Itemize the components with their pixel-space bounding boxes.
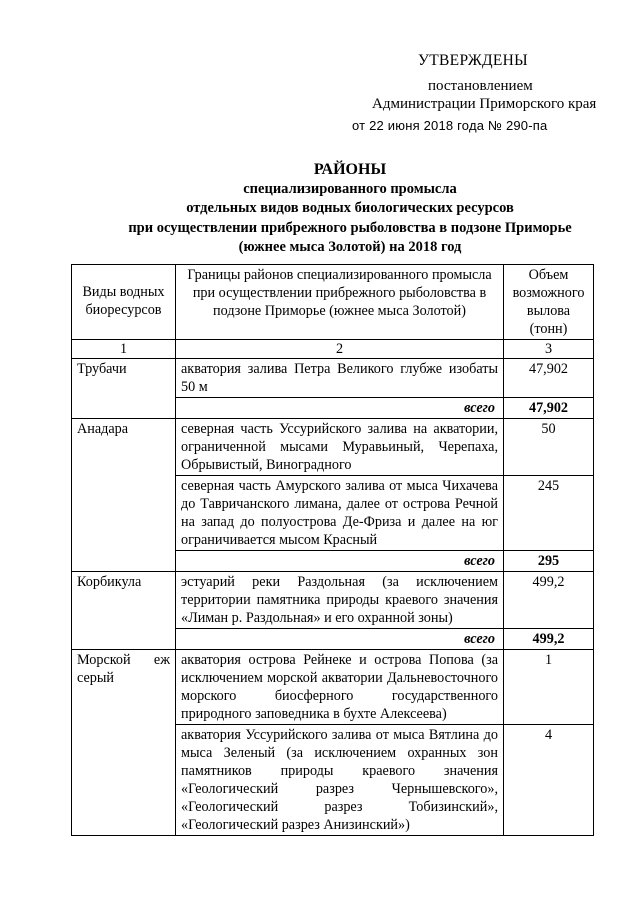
total-label: всего (176, 551, 504, 572)
document-subtitle-line-3: при осуществлении прибрежного рыболовства в подзоне Приморье (128, 219, 572, 236)
table-row (72, 650, 594, 725)
column-number-row (72, 340, 594, 359)
species-cell: Анадара (72, 419, 176, 572)
fishing-areas-table (71, 264, 594, 836)
boundary-cell: северная часть Амурского залива от мыса Чихачева до Тавричанского лимана, далее от острова Речной на запад до полуострова Де-Фриза и далее на юг ограничивается мысом Красный (176, 476, 504, 551)
header-species: Виды водных биоресурсов (72, 265, 176, 340)
approval-line-1: постановлением (428, 78, 533, 94)
total-value: 295 (504, 551, 594, 572)
volume-cell: 4 (504, 725, 594, 836)
document-title: РАЙОНЫ (313, 161, 387, 178)
volume-cell: 1 (504, 650, 594, 725)
boundary-cell: акватория залива Петра Великого глубже изобаты 50 м (176, 359, 504, 398)
approval-line-2: Администрации Приморского края (372, 96, 597, 112)
table-header-row (72, 265, 594, 340)
boundary-cell: акватория острова Рейнеке и острова Попова (за исключением морской акватории Дальневосточного морского биосферного государственного природного заповедника в бухте Алексеева) (176, 650, 504, 725)
header-boundaries: Границы районов специализированного промысла при осуществлении прибрежного рыболовства в подзоне Приморье (южнее мыса Золотой) (176, 265, 504, 340)
column-number-1: 1 (72, 340, 176, 359)
column-number-2: 2 (176, 340, 504, 359)
table-row (72, 572, 594, 629)
approval-title: УТВЕРЖДЕНЫ (418, 52, 528, 69)
column-number-3: 3 (504, 340, 594, 359)
approval-date-number: от 22 июня 2018 года № 290-па (352, 118, 548, 133)
document-subtitle-line-1: специализированного промысла (243, 180, 457, 197)
document-title-block (60, 160, 640, 258)
header-volume: Объем возможного вылова (тонн) (504, 265, 594, 340)
total-value: 47,902 (504, 398, 594, 419)
table-row (72, 419, 594, 476)
species-cell: Корбикула (72, 572, 176, 650)
boundary-cell: северная часть Уссурийского залива на акватории, ограниченной мысами Муравьиный, Черепаха, Обрывистый, Виноградного (176, 419, 504, 476)
total-label: всего (176, 398, 504, 419)
boundary-cell: эстуарий реки Раздольная (за исключением территории памятника природы краевого значения «Лиман р. Раздольная» и его охранной зоны) (176, 572, 504, 629)
total-label: всего (176, 629, 504, 650)
volume-cell: 245 (504, 476, 594, 551)
species-word: серый (77, 670, 114, 686)
species-word: Морской (77, 652, 131, 668)
species-word: еж (153, 652, 170, 668)
species-cell: Трубачи (72, 359, 176, 419)
volume-cell: 50 (504, 419, 594, 476)
table-row (72, 359, 594, 398)
species-cell (72, 650, 176, 836)
document-subtitle-line-4: (южнее мыса Золотой) на 2018 год (238, 239, 462, 255)
boundary-cell: акватория Уссурийского залива от мыса Вятлина до мыса Зеленый (за исключением охранных зон памятников природы краевого значения «Геологический разрез Чернышевского», «Геологический разрез Тобизинский», «Геологический разрез Анизинский») (176, 725, 504, 836)
total-value: 499,2 (504, 629, 594, 650)
document-subtitle-line-2: отдельных видов водных биологических ресурсов (186, 200, 514, 216)
volume-cell: 47,902 (504, 359, 594, 398)
volume-cell: 499,2 (504, 572, 594, 629)
